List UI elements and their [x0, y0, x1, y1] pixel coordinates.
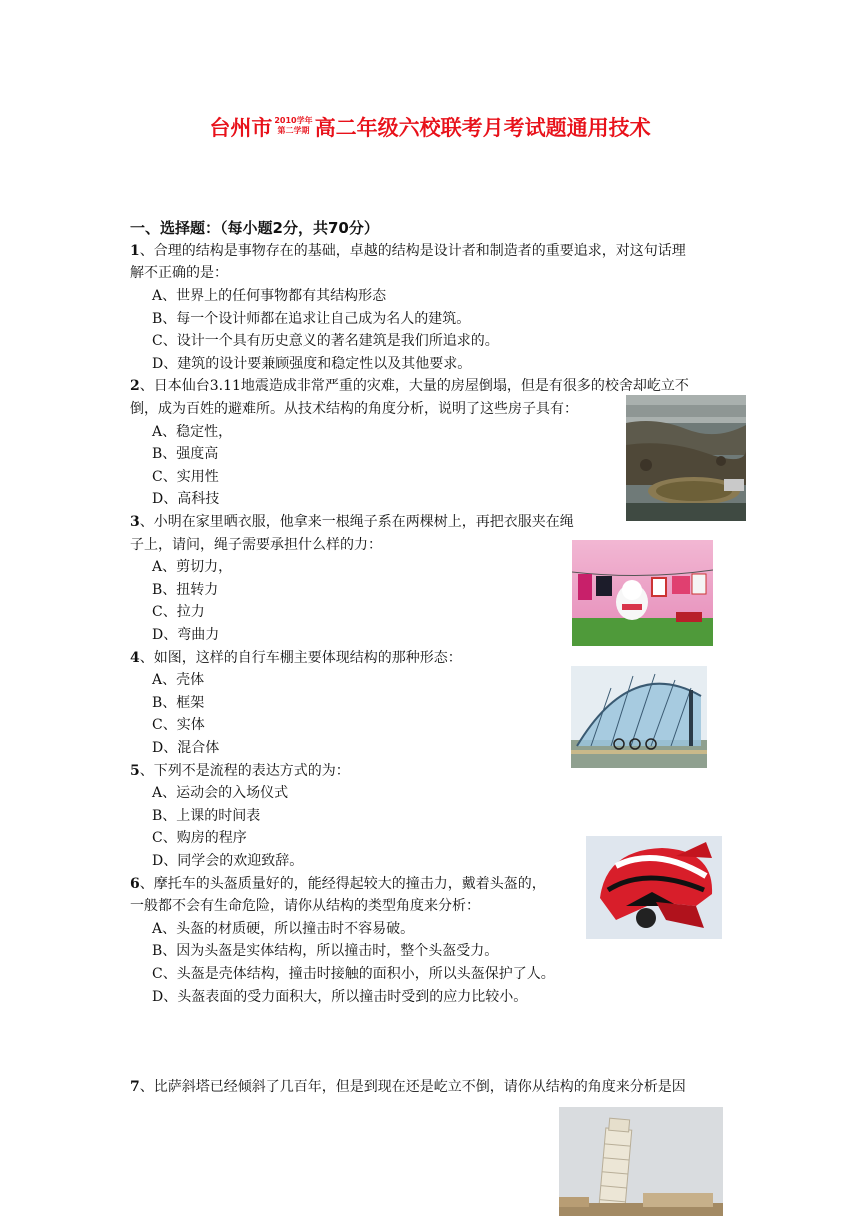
question-5-option-b: B、上课的时间表 — [152, 808, 261, 824]
question-number: 6 — [130, 876, 140, 892]
question-2-line-1 — [130, 376, 689, 396]
question-6-option-a: A、头盔的材质硬，所以撞击时不容易破。 — [152, 921, 415, 937]
question-number: 1 — [130, 243, 140, 259]
question-3-option-b: B、扭转力 — [152, 582, 219, 598]
question-2-option-a: A、稳定性， — [152, 424, 233, 440]
question-6-option-b: B、因为头盔是实体结构，所以撞击时，整个头盔受力。 — [152, 943, 499, 959]
laundry-rope-image — [572, 540, 713, 646]
question-7-line-1 — [130, 1077, 686, 1097]
question-1-option-c: C、设计一个具有历史意义的著名建筑是我们所追求的。 — [152, 333, 499, 349]
question-5-option-a: A、运动会的入场仪式 — [152, 785, 289, 801]
question-2-line-2: 倒，成为百姓的避难所。从技术结构的角度分析，说明了这些房子具有： — [130, 401, 578, 417]
question-2-option-c: C、实用性 — [152, 469, 219, 485]
question-text: 、下列不是流程的表达方式的为： — [139, 763, 350, 779]
question-1-line-2: 解不正确的是： — [130, 265, 228, 281]
question-6-option-c: C、头盔是壳体结构，撞击时接触的面积小，所以头盔保护了人。 — [152, 966, 555, 982]
question-4-option-c: C、实体 — [152, 717, 205, 733]
title-city: 台州市 — [209, 116, 273, 140]
question-5-line-1 — [130, 761, 350, 781]
question-text: 、合理的结构是事物存在的基础，卓越的结构是设计者和制造者的重要追求，对这句话理 — [139, 243, 686, 259]
question-number: 3 — [130, 514, 140, 530]
question-1-line-1 — [130, 241, 686, 261]
question-1-option-a: A、世界上的任何事物都有其结构形态 — [152, 288, 387, 304]
title-year-bottom: 第二学期 — [277, 126, 310, 135]
question-3-line-2: 子上，请问，绳子需要承担什么样的力： — [130, 537, 382, 553]
question-5-option-c: C、购房的程序 — [152, 830, 247, 846]
question-3-option-d: D、弯曲力 — [152, 627, 220, 643]
question-6-line-1 — [130, 874, 546, 894]
question-number: 2 — [130, 378, 140, 394]
question-6-line-2: 一般都不会有生命危险，请你从结构的类型角度来分析： — [130, 898, 480, 914]
bicycle-shed-image — [571, 666, 707, 768]
question-4-option-b: B、框架 — [152, 695, 205, 711]
question-5-option-d: D、同学会的欢迎致辞。 — [152, 853, 304, 869]
question-number: 7 — [130, 1079, 140, 1095]
question-3-line-1 — [130, 512, 574, 532]
page-title — [0, 112, 860, 142]
question-6-option-d: D、头盔表面的受力面积大，所以撞击时受到的应力比较小。 — [152, 989, 528, 1005]
question-4-line-1 — [130, 648, 462, 668]
question-4-option-d: D、混合体 — [152, 740, 220, 756]
question-2-option-d: D、高科技 — [152, 491, 220, 507]
question-text: 、摩托车的头盔质量好的，能经得起较大的撞击力，戴着头盔的， — [139, 876, 546, 892]
question-text: 、小明在家里晒衣服，他拿来一根绳子系在两棵树上，再把衣服夹在绳 — [139, 514, 574, 530]
question-4-option-a: A、壳体 — [152, 672, 205, 688]
leaning-tower-image — [559, 1107, 723, 1216]
question-number: 4 — [130, 650, 140, 666]
earthquake-aerial-image — [626, 395, 746, 521]
title-year-stack — [274, 116, 312, 136]
question-1-option-b: B、每一个设计师都在追求让自己成为名人的建筑。 — [152, 311, 471, 327]
question-number: 5 — [130, 763, 140, 779]
helmet-image — [586, 836, 722, 939]
title-year-top: 2010学年 — [274, 116, 313, 125]
section-heading: 一、选择题：（每小题2分，共70分） — [130, 219, 379, 237]
question-text: 、比萨斜塔已经倾斜了几百年，但是到现在还是屹立不倒，请你从结构的角度来分析是因 — [139, 1079, 686, 1095]
question-text: 、日本仙台3.11地震造成非常严重的灾难，大量的房屋倒塌，但是有很多的校舍却屹立不 — [139, 378, 689, 394]
question-3-option-a: A、剪切力， — [152, 559, 233, 575]
question-3-option-c: C、拉力 — [152, 604, 205, 620]
question-2-option-b: B、强度高 — [152, 446, 219, 462]
title-rest: 高二年级六校联考月考试题通用技术 — [314, 116, 651, 140]
question-text: 、如图，这样的自行车棚主要体现结构的那种形态： — [139, 650, 462, 666]
question-1-option-d: D、建筑的设计要兼顾强度和稳定性以及其他要求。 — [152, 356, 472, 372]
